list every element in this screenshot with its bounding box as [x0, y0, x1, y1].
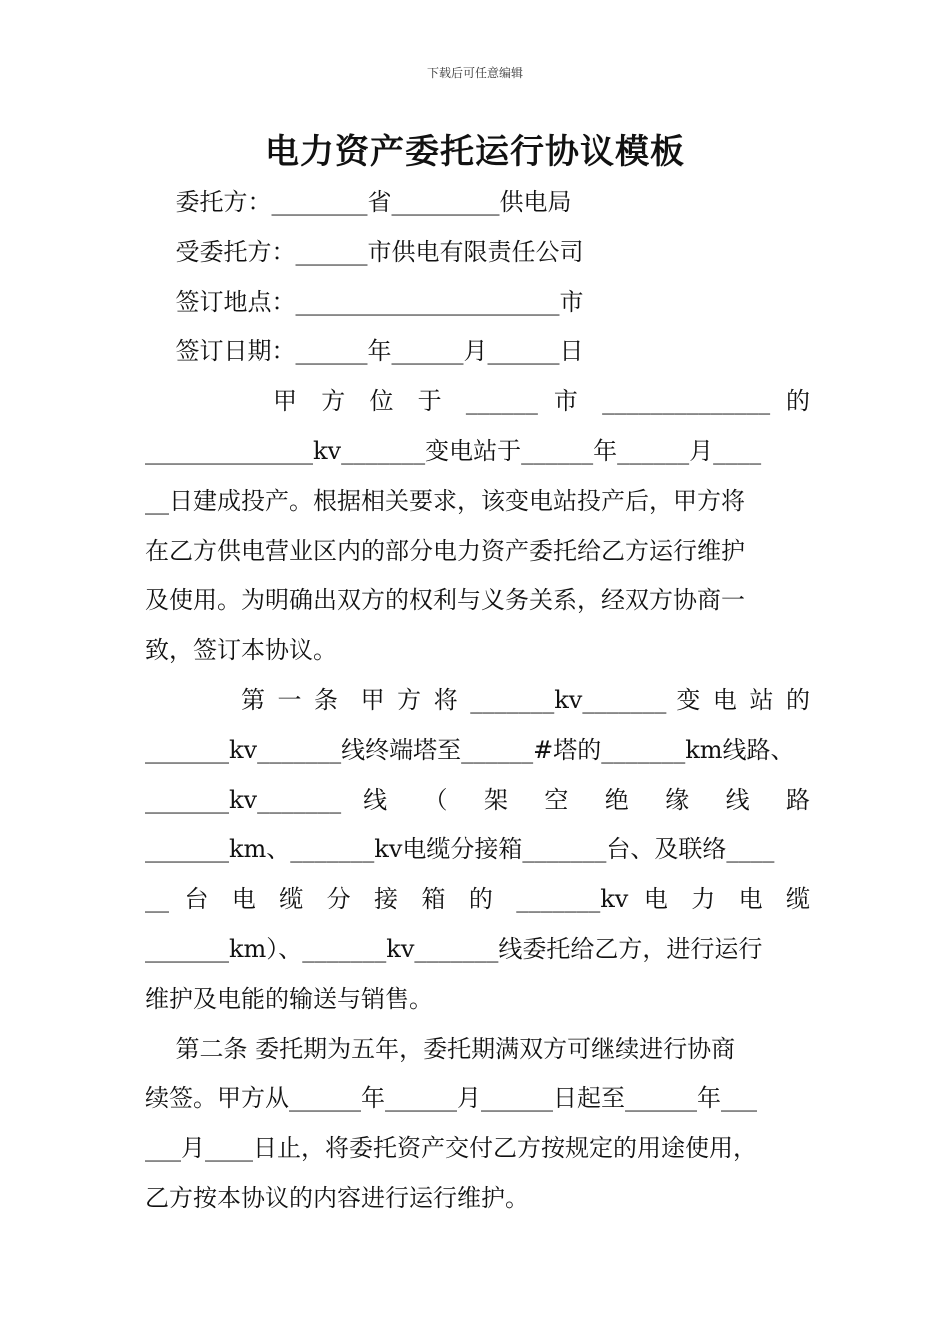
document-body [145, 178, 810, 1224]
text-line: 在乙方供电营业区内的部分电力资产委托给乙方运行维护 [145, 536, 745, 565]
text-line: 第 一 条 甲 方 将 _______kv_______ 变 电 站 的 [241, 685, 810, 714]
text-line: ______________kv_______变电站于______年______月____ [145, 436, 762, 465]
text-line: 甲 方 位 于 ______ 市 ______________ 的 [273, 387, 810, 416]
text-line: 及使用。为明确出双方的权利与义务关系，经双方协商一 [145, 586, 745, 615]
document-title: 电力资产委托运行协议模板 [265, 132, 685, 172]
text-line: __ 台 电 缆 分 接 箱 的 _______kv 电 力 电 缆 [145, 885, 810, 914]
header-note: 下载后可任意编辑 [426, 66, 523, 80]
text-line: _______km、_______kv电缆分接箱_______台、及联络____ [145, 835, 775, 864]
text-line: 签订日期：______年______月______日 [145, 337, 584, 366]
text-line: 致，签订本协议。 [145, 636, 337, 665]
text-line: 第二条 委托期为五年，委托期满双方可继续进行协商 [145, 1034, 736, 1063]
text-line: ___月____日止，将委托资产交付乙方按规定的用途使用， [145, 1134, 757, 1163]
text-line: 续签。甲方从______年______月______日起至______年___ [145, 1084, 757, 1113]
text-line: _______km）、_______kv_______线委托给乙方，进行运行 [145, 934, 763, 963]
text-line: 签订地点：______________________市 [145, 287, 584, 316]
text-line: _______kv_______线终端塔至______#塔的_______km线路、 [145, 735, 795, 764]
text-line: _______kv_______ 线 （ 架 空 绝 缘 线 路 [145, 785, 810, 814]
text-line: 乙方按本协议的内容进行运行维护。 [145, 1183, 529, 1212]
text-line: 维护及电能的输送与销售。 [145, 984, 433, 1013]
text-line: 委托方：________省_________供电局 [145, 188, 572, 216]
text-line: __日建成投产。根据相关要求，该变电站投产后，甲方将 [145, 486, 745, 515]
text-line: 受委托方：______市供电有限责任公司 [145, 237, 584, 266]
